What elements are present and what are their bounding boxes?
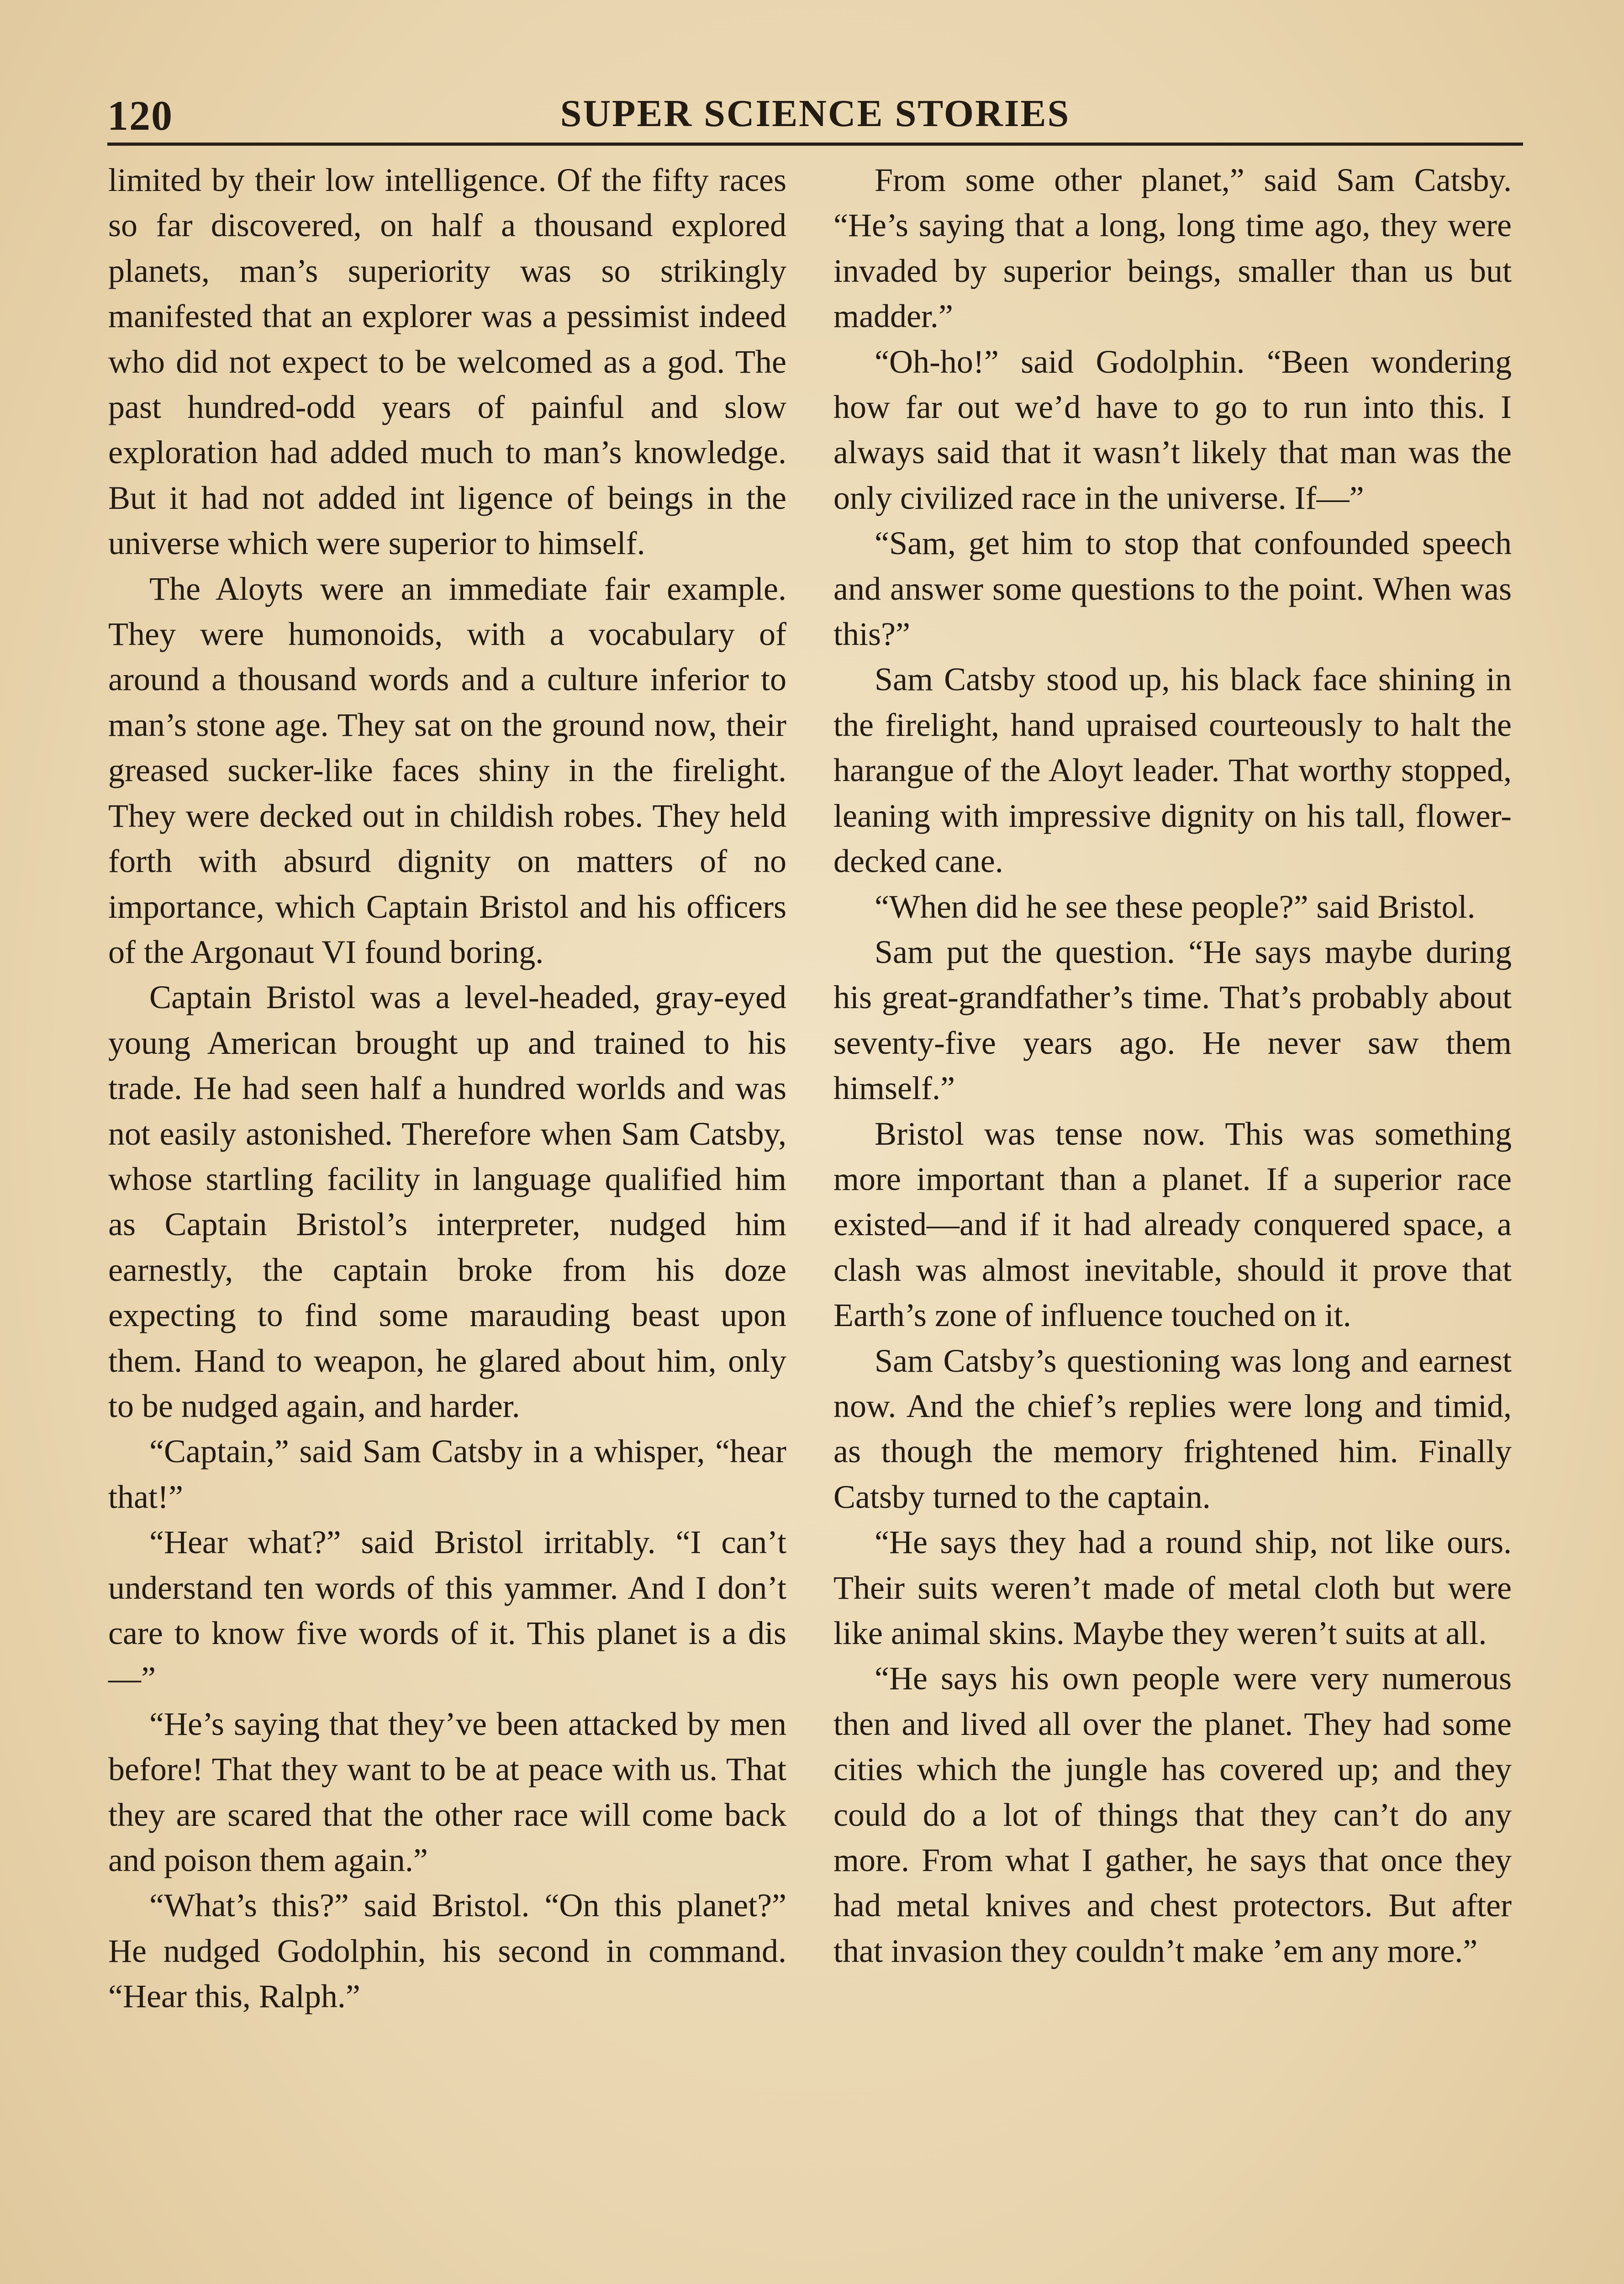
page-header — [107, 87, 1523, 137]
paragraph: “He says his own people were very numerous then and lived all over the planet. They had some cities which the jungle has covered up; and they could do a lot of things that they can’t do any more. From what I gather, he says that once they had metal knives and chest protectors. But after that invasion they couldn’t make ’em any more.” — [833, 1660, 1512, 1969]
right-column — [833, 158, 1512, 1974]
running-title: SUPER SCIENCE STORIES — [560, 92, 1070, 135]
paragraph: Bristol was tense now. This was something more important than a planet. If a superior race existed—and if it had already conquered space, a clash was almost inevitable, should it prove that Earth’s zone of influence touched on it. — [833, 1115, 1512, 1334]
paragraph: “He’s saying that they’ve been attacked by men before! That they want to be at peace with us. That they are scared that the other race will come back and poison them again.” — [108, 1705, 786, 1879]
page-number: 120 — [107, 92, 173, 139]
header-rule — [107, 143, 1523, 146]
paragraph: limited by their low intelligence. Of the fifty races so far discovered, on half a thousand explored planets, man’s superiority was so strikingly manifested that an explorer was a pessimist indeed who did not expect to be welcomed as a god. The past hundred-odd years of painful and slow exploration had added much to man’s knowledge. But it had not added int ligence of beings in the universe which were superior to himself. — [108, 162, 786, 562]
paragraph: “Hear what?” said Bristol irritably. “I can’t understand ten words of this yammer. And I don’t care to know five words of it. This planet is a dis—” — [108, 1524, 786, 1697]
paragraph: Sam Catsby stood up, his black face shining in the firelight, hand upraised courteously to halt the harangue of the Aloyt leader. That worthy stopped, leaning with impressive dignity on his tall, flower-decked cane. — [833, 661, 1512, 880]
paragraph: “When did he see these people?” said Bristol. — [875, 888, 1476, 925]
paragraph: “Captain,” said Sam Catsby in a whisper, “hear that!” — [108, 1433, 786, 1515]
paragraph: “He says they had a round ship, not like ours. Their suits weren’t made of metal cloth but were like animal skins. Maybe they weren’t suits at all. — [833, 1524, 1512, 1651]
paragraph: “Sam, get him to stop that confounded speech and answer some questions to the point. When was this?” — [833, 525, 1512, 653]
paragraph: Sam put the question. “He says maybe during his great-grandfather’s time. That’s probably about seventy-five years ago. He never saw them himself.” — [833, 933, 1512, 1107]
paragraph: Captain Bristol was a level-headed, gray-eyed young American brought up and trained to his trade. He had seen half a hundred worlds and was not easily astonished. Therefore when Sam Catsby, whose startling facility in language qualified him as Captain Bristol’s interpreter, nudged him earnestly, the captain broke from his doze expecting to find some marauding beast upon them. Hand to weapon, he glared about him, only to be nudged again, and harder. — [108, 979, 786, 1424]
paragraph: “Oh-ho!” said Godolphin. “Been wondering how far out we’d have to go to run into this. I always said that it wasn’t likely that man was the only civilized race in the universe. If—” — [833, 343, 1512, 516]
left-column — [108, 158, 786, 2020]
paragraph: From some other planet,” said Sam Catsby. “He’s saying that a long, long time ago, they were invaded by superior beings, smaller than us but madder.” — [833, 162, 1512, 335]
paragraph: The Aloyts were an immediate fair example. They were humonoids, with a vocabulary of around a thousand words and a culture inferior to man’s stone age. They sat on the ground now, their greased sucker-like faces shiny in the firelight. They were decked out in childish robes. They held forth with absurd dignity on matters of no importance, which Captain Bristol and his officers of the Argonaut VI found boring. — [108, 570, 786, 970]
paragraph: Sam Catsby’s questioning was long and earnest now. And the chief’s replies were long and timid, as though the memory frightened him. Finally Catsby turned to the captain. — [833, 1342, 1512, 1515]
paragraph: “What’s this?” said Bristol. “On this planet?” He nudged Godolphin, his second in command. “Hear this, Ralph.” — [108, 1887, 786, 2015]
